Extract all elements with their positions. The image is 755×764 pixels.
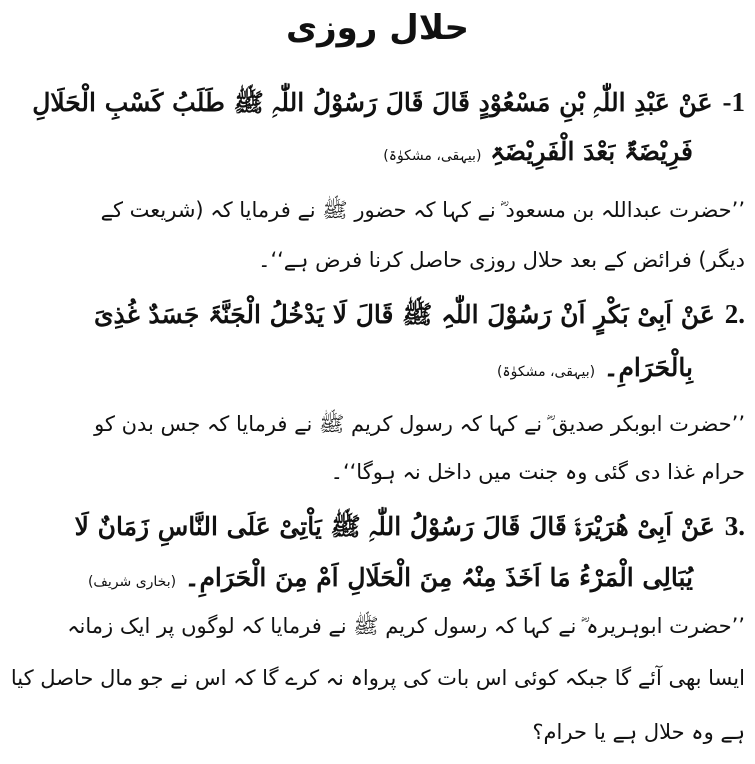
hadith-1-arabic-line-2: فَرِیْضَۃٌ بَعْدَ الْفَرِیْضَۃِ (بیہقی، مشکوٰۃ) bbox=[383, 137, 693, 166]
hadith-3-arabic-line-2: یُبَالِی الْمَرْءُ مَا اَخَذَ مِنْہُ مِنَ الْحَلَالِ اَمْ مِنَ الْحَرَامِ۔ (بخاری شریف) bbox=[87, 563, 693, 592]
hadith-1-urdu-line-2: دیگر) فرائض کے بعد حلال روزی حاصل کرنا فرض ہے‘‘۔ bbox=[258, 248, 745, 272]
hadith-1-arabic-line-1: -1عَنْ عَبْدِ اللّٰہِ بْنِ مَسْعُوْدٍ قَالَ قَالَ رَسُوْلُ اللّٰہِ ﷺ طَلَبُ کَسْبِ الْحَلَالِ bbox=[32, 87, 745, 117]
hadith-2-urdu-line-2: حرام غذا دی گئی وہ جنت میں داخل نہ ہوگا‘‘۔ bbox=[330, 460, 745, 484]
hadith-3-urdu-line-3: ہے وہ حلال ہے یا حرام؟ bbox=[532, 720, 745, 744]
page-title: حلال روزی bbox=[285, 8, 470, 48]
hadith-2-source: (بیہقی، مشکوٰۃ) bbox=[496, 364, 596, 380]
hadith-3-source: (بخاری شریف) bbox=[87, 574, 177, 590]
hadith-1-urdu-line-1: ’’حضرت عبداللہ بن مسعود ؓ نے کہا کہ حضور ﷺ نے فرمایا کہ (شریعت کے bbox=[100, 198, 745, 222]
hadith-3-urdu-line-2: ایسا بھی آئے گا جبکہ کوئی اس بات کی پرواہ نہ کرے گا کہ اس نے جو مال حاصل کیا bbox=[10, 666, 745, 690]
hadith-3-urdu-line-1: ’’حضرت ابوہریرہ ؓ نے کہا کہ رسول کریم ﷺ نے فرمایا کہ لوگوں پر ایک زمانہ bbox=[67, 614, 745, 638]
hadith-2-urdu-line-1: ’’حضرت ابوبکر صدیق ؓ نے کہا کہ رسول کریم ﷺ نے فرمایا کہ جس بدن کو bbox=[94, 412, 745, 436]
hadith-1-number: -1 bbox=[722, 87, 745, 117]
hadith-2-number: 2. bbox=[724, 299, 745, 329]
hadith-3-number: 3. bbox=[724, 511, 745, 541]
hadith-1-source: (بیہقی، مشکوٰۃ) bbox=[383, 148, 482, 164]
hadith-2-arabic-line-1: 2.عَنْ اَبِیْ بَکْرٍ اَنْ رَسُوْلَ اللّٰہِ ﷺ قَالَ لَا یَدْخُلُ الْجَنَّۃَ جَسَدٌ غُذِیَ bbox=[93, 299, 745, 329]
hadith-2-arabic-line-2: بِالْحَرَامِ۔ (بیہقی، مشکوٰۃ) bbox=[496, 353, 693, 382]
hadith-3-arabic-line-1: 3.عَنْ اَبِیْ ھُرَیْرَۃَ قَالَ قَالَ رَسُوْلُ اللّٰہِ ﷺ یَاْتِیْ عَلَی النَّاسِ زَمَانٌ لَا bbox=[74, 511, 745, 541]
